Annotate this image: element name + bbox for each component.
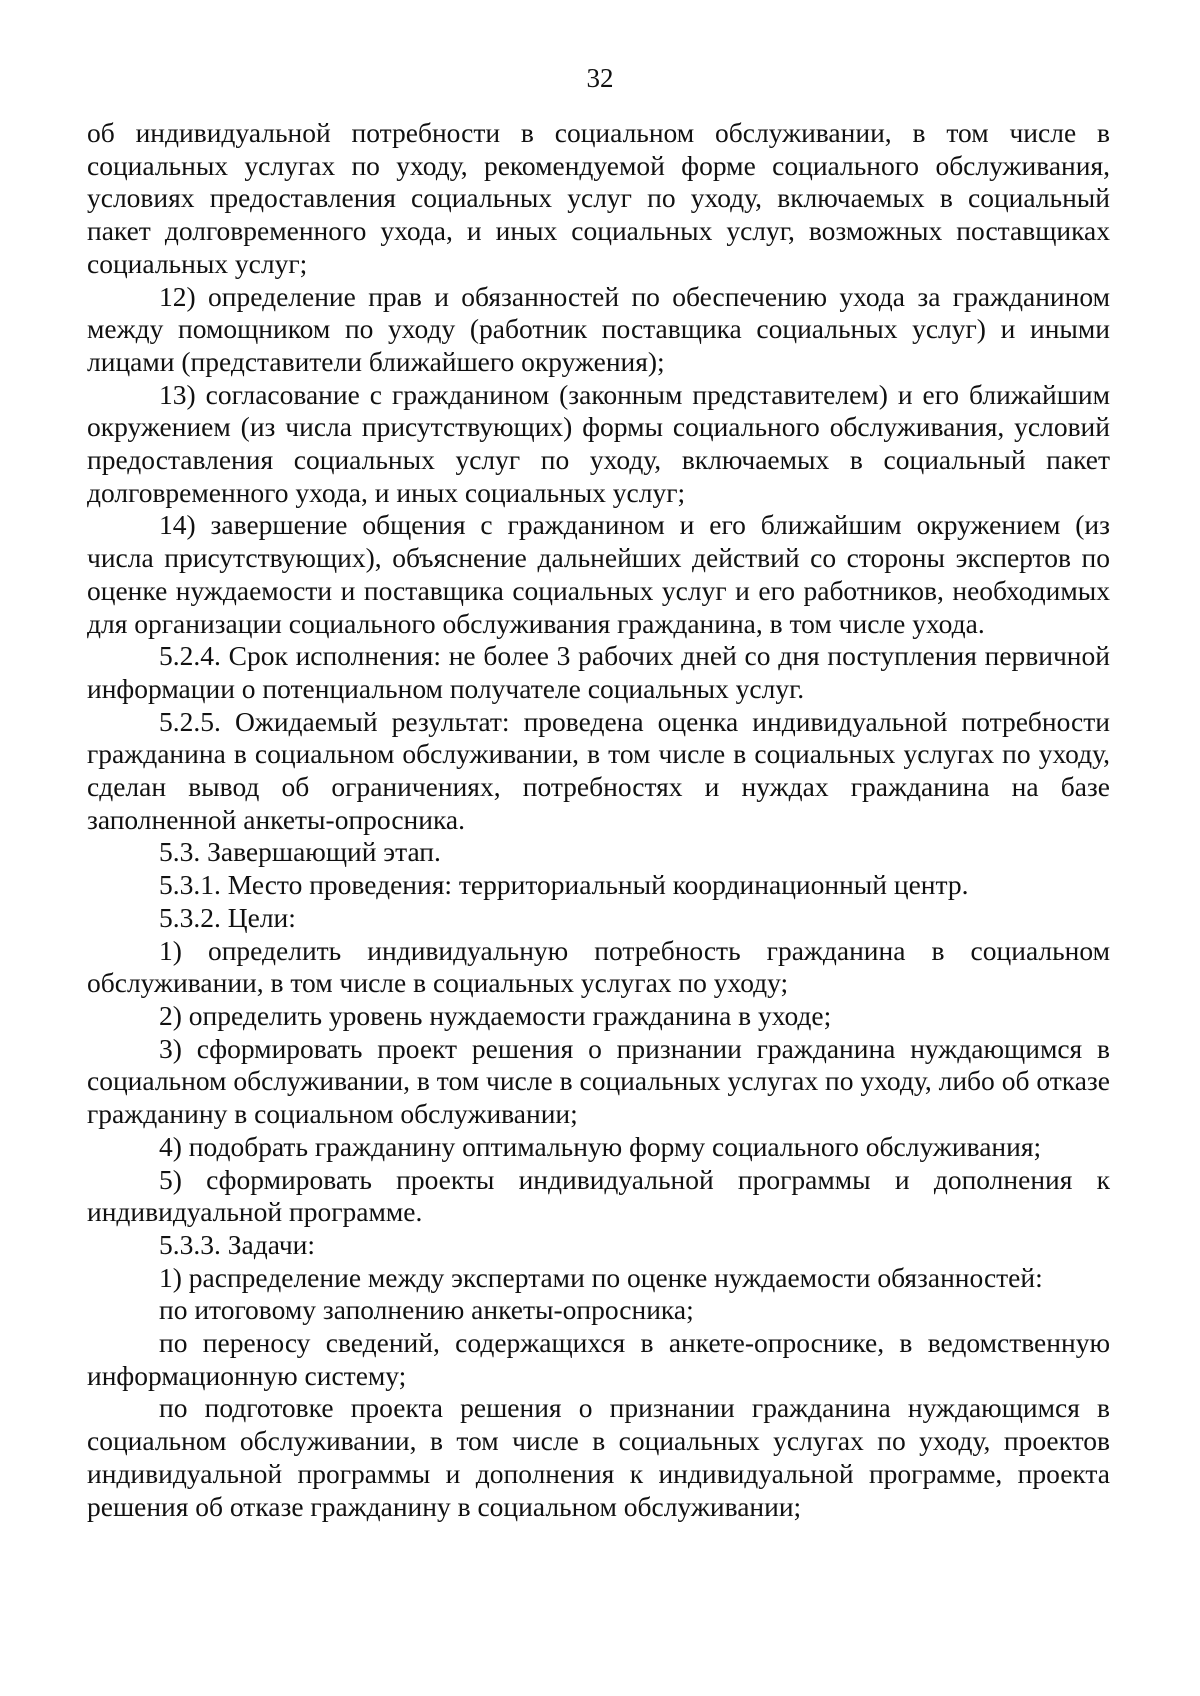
paragraph: 3) сформировать проект решения о признании гражданина нуждающимся в социальном обслуживании, в том числе в социальных услугах по уходу, либо об отказе гражданину в социальном обслуживании; [87,1032,1110,1130]
paragraph: 5) сформировать проекты индивидуальной программы и дополнения к индивидуальной программе. [87,1163,1110,1228]
paragraph: 5.2.4. Срок исполнения: не более 3 рабочих дней со дня поступления первичной информации о потенциальном получателе социальных услуг. [87,640,1110,704]
paragraph: 5.3.2. Цели: [159,901,296,933]
paragraph: 5.2.5. Ожидаемый результат: проведена оценка индивидуальной потребности гражданина в социальном обслуживании, в том числе в социальных услугах по уходу, сделан вывод об ограничениях, потребностях и нуждах гражданина на базе заполненной анкеты-опросника. [87,705,1110,835]
paragraph: 5.3.3. Задачи: [159,1228,316,1260]
paragraph: об индивидуальной потребности в социальном обслуживании, в том числе в социальных услугах по уходу, рекомендуемой форме социального обслуживания, условиях предоставления социальных услуг по уходу, включаемых в социальный пакет долговременного ухода, и иных социальных услуг, возможных поставщиках социальных услуг; [87,117,1110,279]
paragraph: 5.3.1. Место проведения: территориальный координационный центр. [159,869,969,901]
paragraph: 12) определение прав и обязанностей по обеспечению ухода за гражданином между помощником по уходу (работник поставщика социальных услуг) и иными лицами (представители ближайшего окружения); [87,280,1110,377]
paragraph: 5.3. Завершающий этап. [159,836,441,868]
paragraph: по подготовке проекта решения о признании гражданина нуждающимся в социальном обслуживании, в том числе в социальных услугах по уходу, проектов индивидуальной программы и дополнения к индивидуальной программе, проекта решения об отказе гражданину в социальном обслуживании; [87,1392,1110,1522]
paragraph: по переносу сведений, содержащихся в анкете-опроснике, в ведомственную информационную систему; [87,1327,1110,1391]
paragraph: 2) определить уровень нуждаемости гражданина в уходе; [159,999,832,1031]
paragraph: 4) подобрать гражданину оптимальную форму социального обслуживания; [159,1130,1042,1162]
document-body [87,117,1110,1523]
paragraph: 1) определить индивидуальную потребность гражданина в социальном обслуживании, в том числе в социальных услугах по уходу; [87,934,1110,999]
paragraph: 1) распределение между экспертами по оценке нуждаемости обязанностей: [159,1261,1043,1293]
paragraph: 14) завершение общения с гражданином и его ближайшим окружением (из числа присутствующих), объяснение дальнейших действий со стороны экспертов по оценке нуждаемости и поставщика социальных услуг и его работников, необходимых для организации социального обслуживания гражданина, в том числе ухода. [87,509,1110,639]
paragraph: по итоговому заполнению анкеты-опросника; [159,1294,694,1326]
paragraph: 13) согласование с гражданином (законным представителем) и его ближайшим окружением (из числа присутствующих) формы социального обслуживания, условий предоставления социальных услуг по уходу, включаемых в социальный пакет долговременного ухода, и иных социальных услуг; [87,378,1110,508]
page-number: 32 [586,63,614,93]
